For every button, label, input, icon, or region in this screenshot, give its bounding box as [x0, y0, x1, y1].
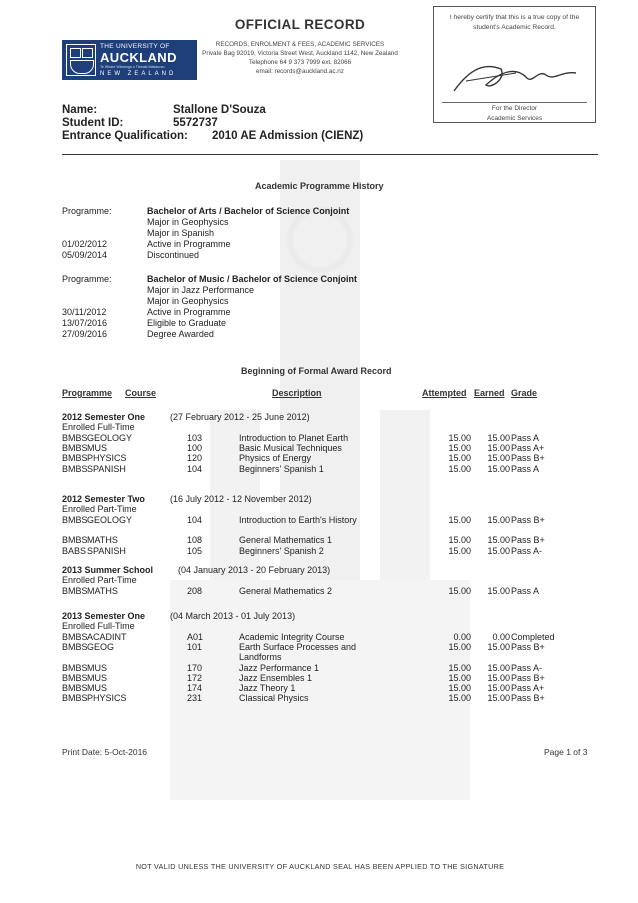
attempted-points: 15.00 [448, 641, 471, 652]
course-description: Basic Musical Techniques [239, 442, 342, 453]
attempted-points: 15.00 [448, 585, 471, 596]
course-subject: MUS [87, 672, 107, 683]
course-number: 100 [187, 442, 203, 453]
semester-dates: (27 February 2012 - 25 June 2012) [170, 412, 310, 422]
course-subject: GEOLOGY [87, 432, 133, 443]
divider [62, 154, 598, 155]
course-programme: BMBS [62, 585, 88, 596]
attempted-points: 0.00 [453, 631, 471, 642]
event-status: Active in Programme [147, 307, 231, 317]
course-subject: PHYSICS [87, 453, 127, 464]
semester-dates: (04 March 2013 - 01 July 2013) [170, 611, 296, 621]
course-programme: BMBS [62, 463, 88, 474]
student-id-label: Student ID: [62, 117, 124, 129]
course-programme: BMBS [62, 453, 88, 464]
course-programme: BMBS [62, 693, 88, 704]
signature-for-line-1: For the Director [491, 105, 538, 112]
crest-icon [66, 44, 96, 76]
course-description: Beginners' Spanish 2 [239, 545, 324, 556]
col-earned: Earned [474, 388, 505, 398]
course-description: Introduction to Planet Earth [239, 432, 349, 443]
validity-notice: NOT VALID UNLESS THE UNIVERSITY OF AUCKLAND SEAL HAS BEEN APPLIED TO THE SIGNATURE [135, 862, 505, 871]
course-number: 101 [187, 641, 203, 652]
course-description: Academic Integrity Course [239, 631, 345, 642]
attempted-points: 15.00 [448, 442, 471, 453]
earned-points: 15.00 [487, 432, 510, 443]
enrolment-status: Enrolled Part-Time [62, 575, 137, 586]
address-line-2: Private Bag 92019, Victoria Street West, Auckland 1142, New Zealand [202, 50, 398, 57]
course-subject: GEOG [87, 641, 115, 652]
course-grade: Pass A+ [511, 442, 545, 453]
enrolment-status: Enrolled Full-Time [62, 422, 135, 433]
event-status: Degree Awarded [147, 329, 214, 339]
student-name: Stallone D'Souza [173, 104, 266, 116]
course-programme: BMBS [62, 631, 88, 642]
event-status: Discontinued [147, 250, 200, 260]
attempted-points: 15.00 [448, 453, 471, 464]
course-number: 208 [187, 585, 203, 596]
col-attempted: Attempted [422, 388, 467, 398]
course-subject: SPANISH [87, 545, 126, 556]
course-programme: BMBS [62, 535, 88, 546]
attempted-points: 15.00 [448, 463, 471, 474]
document-title: OFFICIAL RECORD [234, 17, 366, 32]
course-subject: MUS [87, 683, 107, 694]
attempted-points: 15.00 [448, 693, 471, 704]
course-subject: MATHS [87, 535, 118, 546]
course-grade: Pass A- [511, 545, 543, 556]
signature [446, 59, 586, 99]
programme-label: Programme: [62, 206, 112, 216]
course-subject: MUS [87, 662, 107, 673]
event-date: 01/02/2012 [62, 239, 108, 249]
course-programme: BMBS [62, 672, 88, 683]
course-subject: ACADINT [87, 631, 127, 642]
course-number: 104 [187, 514, 203, 525]
course-grade: Pass B+ [511, 641, 545, 652]
course-grade: Pass A- [511, 662, 543, 673]
semester-dates: (16 July 2012 - 12 November 2012) [170, 494, 312, 504]
course-description: Physics of Energy [239, 453, 312, 464]
course-grade: Completed [511, 631, 555, 642]
certification-text: I hereby certify that this is a true copy of the student's Academic Record. [449, 14, 580, 31]
signature-for-line-2: Academic Services [486, 114, 543, 122]
course-grade: Pass A [511, 463, 540, 474]
course-number: 174 [187, 683, 203, 694]
semester-name: 2013 Summer School [62, 565, 154, 575]
name-label: Name: [62, 104, 98, 116]
event-date: 30/11/2012 [62, 307, 107, 317]
course-grade: Pass B+ [511, 453, 545, 464]
course-number: A01 [187, 631, 204, 642]
earned-points: 15.00 [487, 585, 510, 596]
semester-name: 2012 Semester Two [62, 494, 145, 504]
signature-for [434, 104, 595, 123]
earned-points: 15.00 [487, 514, 510, 525]
course-number: 231 [187, 693, 203, 704]
course-description: Introduction to Earth's History [239, 514, 357, 525]
logo-line-2: AUCKLAND [100, 50, 177, 65]
programme-title: Bachelor of Arts / Bachelor of Science Conjoint [147, 206, 350, 216]
programme-major: Major in Geophysics [147, 296, 229, 306]
course-subject: SPANISH [87, 463, 126, 474]
logo-line-1: THE UNIVERSITY OF [100, 43, 170, 50]
course-programme: BMBS [62, 683, 88, 694]
course-subject: GEOLOGY [87, 514, 133, 525]
course-subject: MUS [87, 442, 107, 453]
course-description: General Mathematics 2 [239, 585, 333, 596]
course-description: General Mathematics 1 [239, 535, 333, 546]
course-number: 170 [187, 662, 203, 673]
course-grade: Pass A+ [511, 683, 545, 694]
student-id: 5572737 [173, 117, 218, 129]
event-status: Active in Programme [147, 239, 231, 249]
earned-points: 15.00 [487, 442, 510, 453]
clock-tower-watermark [170, 160, 470, 800]
course-number: 108 [187, 535, 203, 546]
page-number: Page 1 of 3 [544, 747, 588, 757]
address-line-4: email: records@auckland.ac.nz [256, 68, 344, 75]
event-status: Eligible to Graduate [147, 318, 227, 328]
course-grade: Pass B+ [511, 535, 545, 546]
attempted-points: 15.00 [448, 535, 471, 546]
address-line-1: RECORDS, ENROLMENT & FEES, ACADEMIC SERVICES [215, 41, 385, 48]
event-date: 27/09/2016 [62, 329, 108, 339]
course-programme: BMBS [62, 641, 88, 652]
course-description: Classical Physics [239, 693, 309, 704]
entrance-value: 2010 AE Admission (CIENZ) [212, 130, 364, 142]
logo-line-3: Te Whare Wānanga o Tāmaki Makaurau [100, 65, 165, 69]
print-date: Print Date: 5-Oct-2016 [62, 747, 148, 757]
programme-major: Major in Geophysics [147, 217, 229, 227]
course-subject: MATHS [87, 585, 118, 596]
programme-label: Programme: [62, 274, 112, 284]
address-line-3: Telephone 64 9 373 7999 ext. 82066 [248, 59, 352, 66]
course-description: Jazz Ensembles 1 [239, 672, 313, 683]
attempted-points: 15.00 [448, 514, 471, 525]
earned-points: 15.00 [487, 641, 510, 652]
earned-points: 15.00 [487, 683, 510, 694]
logo-line-4: NEW ZEALAND [100, 71, 177, 77]
course-subject: PHYSICS [87, 693, 127, 704]
earned-points: 15.00 [487, 693, 510, 704]
semester-dates: (04 January 2013 - 20 February 2013) [178, 565, 331, 575]
col-description: Description [272, 388, 322, 398]
col-course: Course [125, 388, 157, 398]
semester-name: 2013 Semester One [62, 611, 146, 621]
course-description: Earth Surface Processes and Landforms [239, 641, 357, 663]
earned-points: 15.00 [487, 672, 510, 683]
event-date: 05/09/2014 [62, 250, 108, 260]
programme-major: Major in Spanish [147, 228, 215, 238]
course-programme: BMBS [62, 442, 88, 453]
event-date: 13/07/2016 [62, 318, 108, 328]
earned-points: 15.00 [487, 535, 510, 546]
course-description: Jazz Performance 1 [239, 662, 320, 673]
signature-line [442, 102, 587, 103]
earned-points: 15.00 [487, 463, 510, 474]
history-heading: Academic Programme History [255, 181, 384, 191]
course-grade: Pass B+ [511, 693, 545, 704]
attempted-points: 15.00 [448, 672, 471, 683]
course-number: 105 [187, 545, 203, 556]
course-grade: Pass A [511, 432, 540, 443]
col-grade: Grade [511, 388, 538, 398]
award-heading: Beginning of Formal Award Record [241, 366, 392, 376]
course-number: 172 [187, 672, 203, 683]
certification-box [433, 6, 596, 123]
course-number: 103 [187, 432, 203, 443]
course-description: Beginners' Spanish 1 [239, 463, 324, 474]
earned-points: 0.00 [492, 631, 510, 642]
course-grade: Pass B+ [511, 514, 545, 525]
course-description: Jazz Theory 1 [239, 683, 296, 694]
course-number: 120 [187, 453, 203, 464]
course-grade: Pass A [511, 585, 540, 596]
course-programme: BMBS [62, 432, 88, 443]
attempted-points: 15.00 [448, 432, 471, 443]
course-number: 104 [187, 463, 203, 474]
course-programme: BMBS [62, 514, 88, 525]
entrance-label: Entrance Qualification: [62, 130, 188, 142]
course-grade: Pass B+ [511, 672, 545, 683]
programme-title: Bachelor of Music / Bachelor of Science Conjoint [147, 274, 358, 284]
earned-points: 15.00 [487, 662, 510, 673]
enrolment-status: Enrolled Part-Time [62, 504, 137, 515]
col-programme: Programme [62, 388, 113, 398]
semester-name: 2012 Semester One [62, 412, 146, 422]
earned-points: 15.00 [487, 545, 510, 556]
enrolment-status: Enrolled Full-Time [62, 621, 135, 632]
course-programme: BABS [62, 545, 87, 556]
attempted-points: 15.00 [448, 545, 471, 556]
attempted-points: 15.00 [448, 662, 471, 673]
course-programme: BMBS [62, 662, 88, 673]
programme-major: Major in Jazz Performance [147, 285, 255, 295]
attempted-points: 15.00 [448, 683, 471, 694]
earned-points: 15.00 [487, 453, 510, 464]
